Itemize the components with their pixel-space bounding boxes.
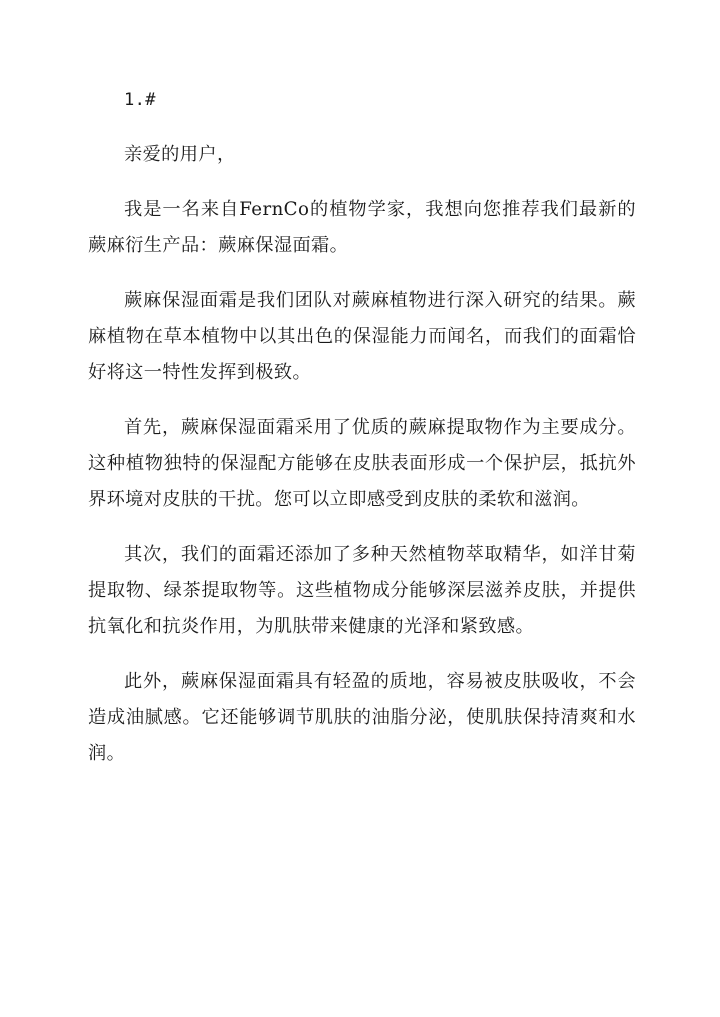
paragraph-intro: 我是一名来自FernCo的植物学家，我想向您推荐我们最新的蕨麻衍生产品：蕨麻保湿面霜。 — [88, 199, 636, 256]
paragraph-overview: 蕨麻保湿面霜是我们团队对蕨麻植物进行深入研究的结果。蕨麻植物在草本植物中以其出色的保湿能力而闻名，而我们的面霜恰好将这一特性发挥到极致。 — [88, 290, 636, 383]
paragraph-first: 首先，蕨麻保湿面霜采用了优质的蕨麻提取物作为主要成分。这种植物独特的保湿配方能够在皮肤表面形成一个保护层，抵抗外界环境对皮肤的干扰。您可以立即感受到皮肤的柔软和滋润。 — [88, 417, 636, 510]
paragraph-second: 其次，我们的面霜还添加了多种天然植物萃取精华，如洋甘菊提取物、绿茶提取物等。这些植物成分能够深层滋养皮肤，并提供抗氧化和抗炎作用，为肌肤带来健康的光泽和紧致感。 — [88, 544, 636, 637]
letter-body — [88, 82, 636, 772]
greeting: 亲爱的用户， — [124, 144, 236, 165]
section-heading: 1.# — [124, 90, 156, 110]
paragraph-additionally: 此外，蕨麻保湿面霜具有轻盈的质地，容易被皮肤吸收，不会造成油腻感。它还能够调节肌肤的油脂分泌，使肌肤保持清爽和水润。 — [88, 671, 636, 764]
